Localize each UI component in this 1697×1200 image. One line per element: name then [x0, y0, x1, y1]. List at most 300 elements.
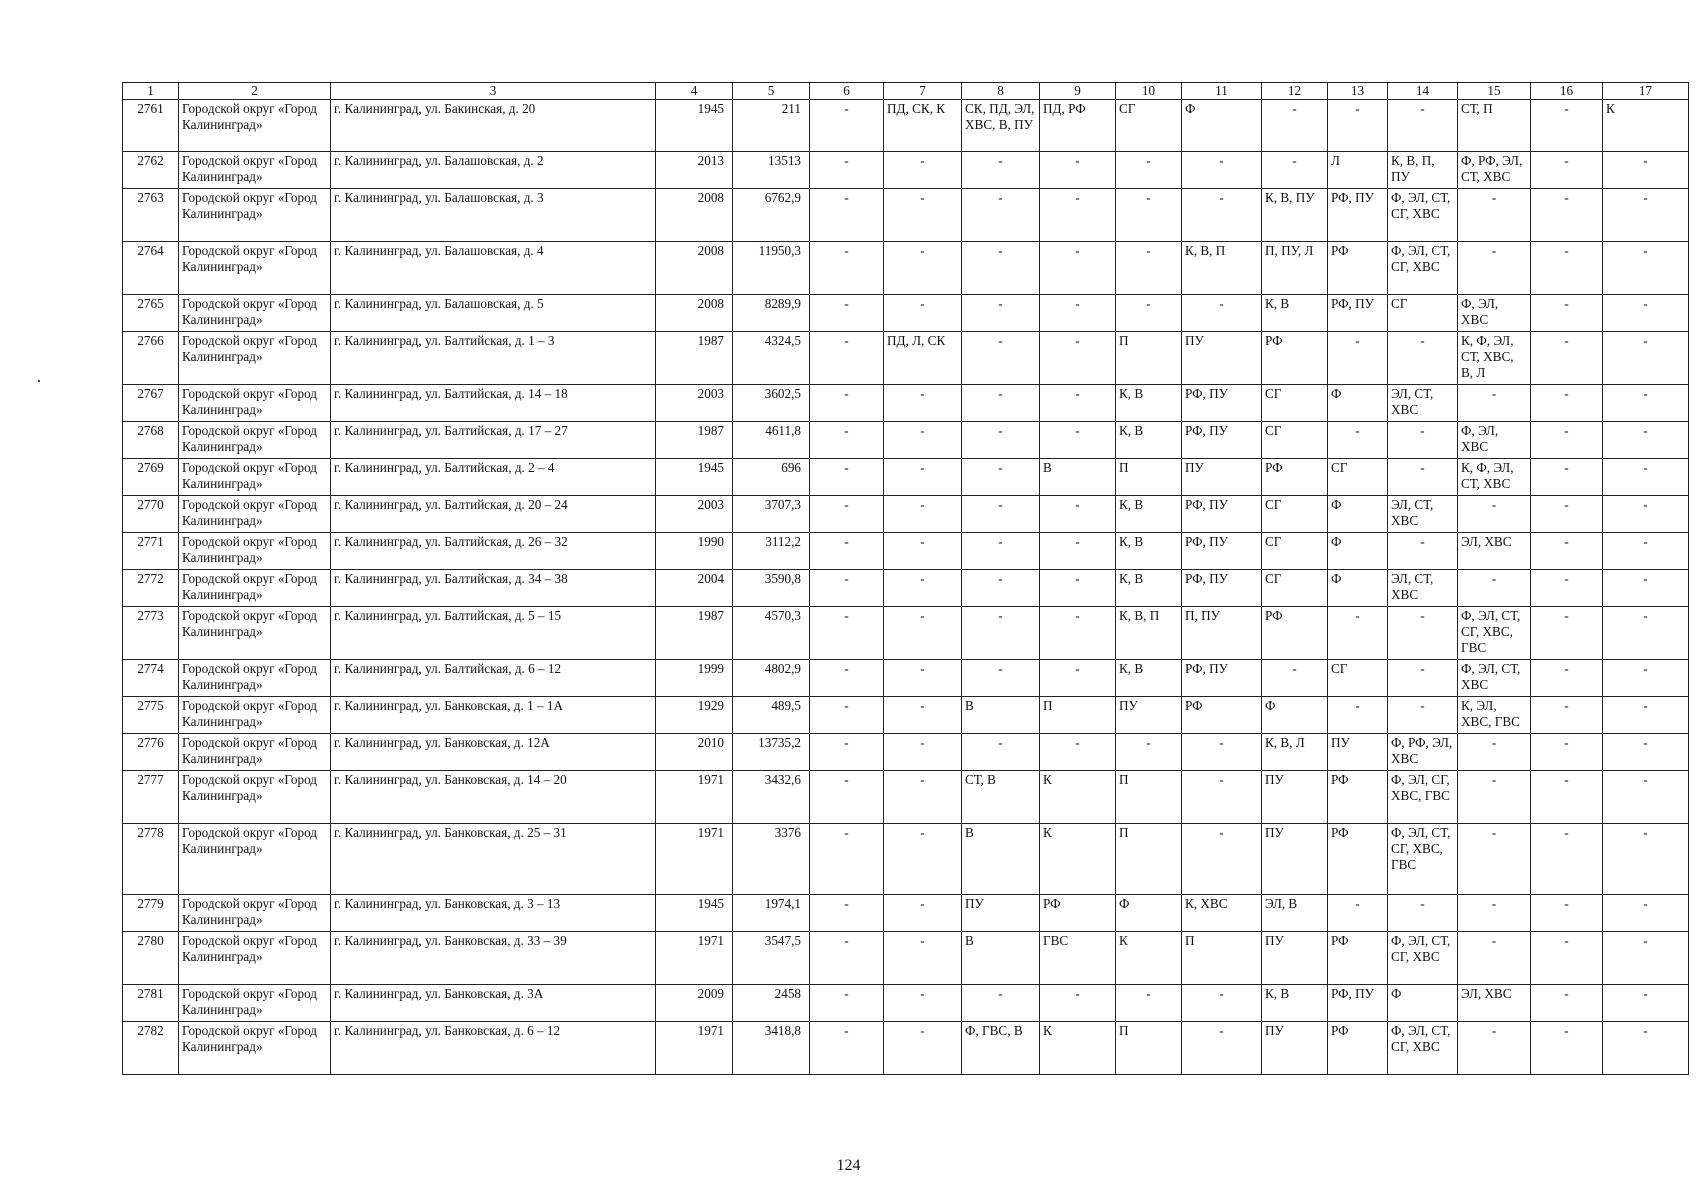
cell-col-11: П — [1182, 932, 1262, 985]
cell-col-6: - — [810, 697, 884, 734]
cell-col-11: ПУ — [1182, 459, 1262, 496]
cell-col-5: 3112,2 — [733, 533, 810, 570]
cell-col-17: - — [1603, 1022, 1689, 1075]
table-row — [123, 570, 1689, 607]
cell-col-17: - — [1603, 385, 1689, 422]
cell-col-1: 2774 — [123, 660, 179, 697]
cell-col-1: 2764 — [123, 242, 179, 295]
cell-col-9: В — [1040, 459, 1116, 496]
cell-col-12: К, В, Л — [1262, 734, 1328, 771]
cell-col-13: Ф — [1328, 533, 1388, 570]
cell-col-11: П, ПУ — [1182, 607, 1262, 660]
cell-col-5: 11950,3 — [733, 242, 810, 295]
cell-col-8: В — [962, 824, 1040, 895]
cell-col-1: 2779 — [123, 895, 179, 932]
cell-col-6: - — [810, 895, 884, 932]
cell-col-14: ЭЛ, СТ, ХВС — [1388, 385, 1458, 422]
cell-col-7: - — [884, 607, 962, 660]
cell-col-2: Городской округ «Город Калининград» — [179, 771, 331, 824]
table-row — [123, 932, 1689, 985]
cell-col-9: - — [1040, 607, 1116, 660]
cell-col-13: РФ, ПУ — [1328, 189, 1388, 242]
cell-col-15: К, Ф, ЭЛ, СТ, ХВС — [1458, 459, 1531, 496]
cell-col-9: К — [1040, 1022, 1116, 1075]
cell-col-14: - — [1388, 332, 1458, 385]
cell-col-10: К, В — [1116, 422, 1182, 459]
table-row — [123, 422, 1689, 459]
cell-col-2: Городской округ «Город Калининград» — [179, 734, 331, 771]
cell-col-3: г. Калининград, ул. Банковская, д. 1 – 1А — [331, 697, 656, 734]
cell-col-2: Городской округ «Город Калининград» — [179, 570, 331, 607]
cell-col-2: Городской округ «Город Калининград» — [179, 1022, 331, 1075]
cell-col-11: - — [1182, 734, 1262, 771]
cell-col-1: 2766 — [123, 332, 179, 385]
cell-col-15: - — [1458, 570, 1531, 607]
cell-col-16: - — [1531, 895, 1603, 932]
cell-col-12: РФ — [1262, 459, 1328, 496]
cell-col-7: - — [884, 895, 962, 932]
table-row — [123, 295, 1689, 332]
cell-col-16: - — [1531, 295, 1603, 332]
cell-col-6: - — [810, 189, 884, 242]
cell-col-17: - — [1603, 697, 1689, 734]
cell-col-10: К, В — [1116, 570, 1182, 607]
cell-col-2: Городской округ «Город Калининград» — [179, 533, 331, 570]
table-row — [123, 660, 1689, 697]
cell-col-14: - — [1388, 697, 1458, 734]
housing-register-table — [122, 82, 1689, 1075]
column-header-2: 2 — [179, 83, 331, 100]
cell-col-14: Ф — [1388, 985, 1458, 1022]
cell-col-11: - — [1182, 824, 1262, 895]
cell-col-1: 2762 — [123, 152, 179, 189]
cell-col-17: - — [1603, 985, 1689, 1022]
cell-col-12: - — [1262, 660, 1328, 697]
cell-col-10: П — [1116, 824, 1182, 895]
cell-col-3: г. Калининград, ул. Балтийская, д. 6 – 12 — [331, 660, 656, 697]
cell-col-4: 2008 — [656, 242, 733, 295]
cell-col-11: РФ — [1182, 697, 1262, 734]
cell-col-8: - — [962, 533, 1040, 570]
cell-col-11: РФ, ПУ — [1182, 533, 1262, 570]
cell-col-6: - — [810, 607, 884, 660]
table-row — [123, 533, 1689, 570]
cell-col-14: К, В, П, ПУ — [1388, 152, 1458, 189]
cell-col-10: П — [1116, 1022, 1182, 1075]
cell-col-6: - — [810, 459, 884, 496]
cell-col-8: - — [962, 570, 1040, 607]
cell-col-14: СГ — [1388, 295, 1458, 332]
cell-col-9: - — [1040, 295, 1116, 332]
cell-col-2: Городской округ «Город Калининград» — [179, 824, 331, 895]
cell-col-1: 2770 — [123, 496, 179, 533]
cell-col-17: - — [1603, 332, 1689, 385]
cell-col-4: 1971 — [656, 932, 733, 985]
cell-col-13: РФ, ПУ — [1328, 985, 1388, 1022]
cell-col-14: Ф, РФ, ЭЛ, ХВС — [1388, 734, 1458, 771]
cell-col-14: - — [1388, 533, 1458, 570]
cell-col-17: - — [1603, 422, 1689, 459]
cell-col-5: 1974,1 — [733, 895, 810, 932]
cell-col-13: РФ — [1328, 242, 1388, 295]
cell-col-14: - — [1388, 607, 1458, 660]
cell-col-14: Ф, ЭЛ, СТ, СГ, ХВС — [1388, 932, 1458, 985]
cell-col-12: СГ — [1262, 422, 1328, 459]
cell-col-3: г. Калининград, ул. Балашовская, д. 2 — [331, 152, 656, 189]
cell-col-7: - — [884, 385, 962, 422]
cell-col-15: Ф, РФ, ЭЛ, СТ, ХВС — [1458, 152, 1531, 189]
cell-col-14: - — [1388, 895, 1458, 932]
cell-col-15: - — [1458, 895, 1531, 932]
column-header-15: 15 — [1458, 83, 1531, 100]
table-row — [123, 697, 1689, 734]
cell-col-7: - — [884, 496, 962, 533]
table-row — [123, 385, 1689, 422]
column-header-4: 4 — [656, 83, 733, 100]
cell-col-10: - — [1116, 152, 1182, 189]
cell-col-4: 1945 — [656, 100, 733, 152]
cell-col-16: - — [1531, 496, 1603, 533]
cell-col-9: - — [1040, 189, 1116, 242]
cell-col-12: ЭЛ, В — [1262, 895, 1328, 932]
cell-col-13: - — [1328, 895, 1388, 932]
cell-col-6: - — [810, 152, 884, 189]
cell-col-9: К — [1040, 824, 1116, 895]
cell-col-9: - — [1040, 385, 1116, 422]
cell-col-5: 2458 — [733, 985, 810, 1022]
cell-col-13: Ф — [1328, 385, 1388, 422]
cell-col-6: - — [810, 385, 884, 422]
cell-col-8: СК, ПД, ЭЛ, ХВС, В, ПУ — [962, 100, 1040, 152]
cell-col-7: - — [884, 985, 962, 1022]
cell-col-12: ПУ — [1262, 932, 1328, 985]
cell-col-9: - — [1040, 496, 1116, 533]
cell-col-8: ПУ — [962, 895, 1040, 932]
cell-col-3: г. Калининград, ул. Балтийская, д. 5 – 15 — [331, 607, 656, 660]
scan-speck — [38, 380, 40, 382]
cell-col-5: 3547,5 — [733, 932, 810, 985]
cell-col-11: - — [1182, 771, 1262, 824]
cell-col-16: - — [1531, 533, 1603, 570]
table-row — [123, 1022, 1689, 1075]
cell-col-10: П — [1116, 459, 1182, 496]
cell-col-4: 1971 — [656, 1022, 733, 1075]
cell-col-16: - — [1531, 607, 1603, 660]
cell-col-8: - — [962, 496, 1040, 533]
cell-col-5: 211 — [733, 100, 810, 152]
cell-col-13: СГ — [1328, 660, 1388, 697]
cell-col-4: 1999 — [656, 660, 733, 697]
cell-col-1: 2763 — [123, 189, 179, 242]
cell-col-11: - — [1182, 152, 1262, 189]
cell-col-14: - — [1388, 422, 1458, 459]
cell-col-6: - — [810, 985, 884, 1022]
cell-col-5: 4802,9 — [733, 660, 810, 697]
cell-col-4: 1987 — [656, 422, 733, 459]
cell-col-7: - — [884, 697, 962, 734]
cell-col-6: - — [810, 570, 884, 607]
cell-col-16: - — [1531, 152, 1603, 189]
cell-col-12: ПУ — [1262, 771, 1328, 824]
cell-col-1: 2772 — [123, 570, 179, 607]
cell-col-8: - — [962, 152, 1040, 189]
cell-col-16: - — [1531, 824, 1603, 895]
table-row — [123, 607, 1689, 660]
cell-col-12: СГ — [1262, 385, 1328, 422]
column-header-10: 10 — [1116, 83, 1182, 100]
cell-col-5: 696 — [733, 459, 810, 496]
cell-col-11: - — [1182, 295, 1262, 332]
cell-col-11: РФ, ПУ — [1182, 385, 1262, 422]
cell-col-4: 2003 — [656, 496, 733, 533]
column-header-7: 7 — [884, 83, 962, 100]
cell-col-8: - — [962, 295, 1040, 332]
cell-col-2: Городской округ «Город Калининград» — [179, 496, 331, 533]
cell-col-15: - — [1458, 385, 1531, 422]
cell-col-3: г. Калининград, ул. Балтийская, д. 14 – 18 — [331, 385, 656, 422]
cell-col-5: 4611,8 — [733, 422, 810, 459]
cell-col-3: г. Калининград, ул. Банковская, д. 3 – 13 — [331, 895, 656, 932]
cell-col-15: Ф, ЭЛ, СТ, СГ, ХВС, ГВС — [1458, 607, 1531, 660]
cell-col-10: К, В — [1116, 533, 1182, 570]
cell-col-5: 3432,6 — [733, 771, 810, 824]
cell-col-16: - — [1531, 422, 1603, 459]
cell-col-2: Городской округ «Город Калининград» — [179, 660, 331, 697]
cell-col-15: - — [1458, 932, 1531, 985]
cell-col-17: - — [1603, 824, 1689, 895]
column-header-12: 12 — [1262, 83, 1328, 100]
cell-col-13: Ф — [1328, 496, 1388, 533]
cell-col-3: г. Калининград, ул. Банковская, д. 33 – 39 — [331, 932, 656, 985]
cell-col-7: - — [884, 1022, 962, 1075]
cell-col-6: - — [810, 1022, 884, 1075]
cell-col-5: 3418,8 — [733, 1022, 810, 1075]
cell-col-3: г. Калининград, ул. Бакинская, д. 20 — [331, 100, 656, 152]
cell-col-10: СГ — [1116, 100, 1182, 152]
cell-col-3: г. Калининград, ул. Балашовская, д. 3 — [331, 189, 656, 242]
cell-col-17: - — [1603, 533, 1689, 570]
cell-col-4: 1929 — [656, 697, 733, 734]
cell-col-14: ЭЛ, СТ, ХВС — [1388, 496, 1458, 533]
cell-col-14: ЭЛ, СТ, ХВС — [1388, 570, 1458, 607]
cell-col-9: - — [1040, 570, 1116, 607]
cell-col-6: - — [810, 332, 884, 385]
cell-col-13: Ф — [1328, 570, 1388, 607]
cell-col-5: 3590,8 — [733, 570, 810, 607]
cell-col-7: - — [884, 734, 962, 771]
cell-col-13: СГ — [1328, 459, 1388, 496]
cell-col-1: 2775 — [123, 697, 179, 734]
cell-col-6: - — [810, 660, 884, 697]
cell-col-15: - — [1458, 496, 1531, 533]
cell-col-10: ПУ — [1116, 697, 1182, 734]
cell-col-12: РФ — [1262, 332, 1328, 385]
cell-col-10: К — [1116, 932, 1182, 985]
cell-col-5: 4324,5 — [733, 332, 810, 385]
cell-col-17: - — [1603, 152, 1689, 189]
cell-col-16: - — [1531, 697, 1603, 734]
cell-col-6: - — [810, 496, 884, 533]
cell-col-9: - — [1040, 152, 1116, 189]
cell-col-11: К, В, П — [1182, 242, 1262, 295]
cell-col-15: ЭЛ, ХВС — [1458, 533, 1531, 570]
cell-col-2: Городской округ «Город Калининград» — [179, 242, 331, 295]
cell-col-9: - — [1040, 734, 1116, 771]
cell-col-11: - — [1182, 985, 1262, 1022]
cell-col-12: К, В — [1262, 295, 1328, 332]
cell-col-5: 3376 — [733, 824, 810, 895]
column-header-1: 1 — [123, 83, 179, 100]
cell-col-7: - — [884, 295, 962, 332]
cell-col-16: - — [1531, 660, 1603, 697]
cell-col-14: Ф, ЭЛ, СГ, ХВС, ГВС — [1388, 771, 1458, 824]
cell-col-11: К, ХВС — [1182, 895, 1262, 932]
cell-col-11: ПУ — [1182, 332, 1262, 385]
cell-col-4: 2003 — [656, 385, 733, 422]
cell-col-12: - — [1262, 152, 1328, 189]
cell-col-5: 3602,5 — [733, 385, 810, 422]
cell-col-10: Ф — [1116, 895, 1182, 932]
cell-col-3: г. Калининград, ул. Балтийская, д. 34 – 38 — [331, 570, 656, 607]
cell-col-15: - — [1458, 242, 1531, 295]
cell-col-16: - — [1531, 242, 1603, 295]
cell-col-12: - — [1262, 100, 1328, 152]
cell-col-6: - — [810, 932, 884, 985]
cell-col-13: - — [1328, 607, 1388, 660]
cell-col-1: 2765 — [123, 295, 179, 332]
column-header-3: 3 — [331, 83, 656, 100]
cell-col-3: г. Калининград, ул. Банковская, д. 3А — [331, 985, 656, 1022]
cell-col-6: - — [810, 100, 884, 152]
cell-col-13: - — [1328, 100, 1388, 152]
page-number: 124 — [836, 1157, 861, 1174]
cell-col-2: Городской округ «Город Калининград» — [179, 385, 331, 422]
cell-col-5: 4570,3 — [733, 607, 810, 660]
cell-col-17: - — [1603, 496, 1689, 533]
table-row — [123, 771, 1689, 824]
table-body — [123, 100, 1689, 1075]
cell-col-4: 2009 — [656, 985, 733, 1022]
cell-col-7: - — [884, 660, 962, 697]
cell-col-17: - — [1603, 734, 1689, 771]
column-header-9: 9 — [1040, 83, 1116, 100]
cell-col-11: Ф — [1182, 100, 1262, 152]
cell-col-9: ПД, РФ — [1040, 100, 1116, 152]
table-row — [123, 824, 1689, 895]
cell-col-3: г. Калининград, ул. Балтийская, д. 1 – 3 — [331, 332, 656, 385]
cell-col-13: ПУ — [1328, 734, 1388, 771]
cell-col-8: - — [962, 734, 1040, 771]
cell-col-11: РФ, ПУ — [1182, 496, 1262, 533]
cell-col-16: - — [1531, 771, 1603, 824]
table-row — [123, 496, 1689, 533]
cell-col-13: РФ — [1328, 1022, 1388, 1075]
cell-col-2: Городской округ «Город Калининград» — [179, 152, 331, 189]
table-row — [123, 100, 1689, 152]
table-row — [123, 152, 1689, 189]
cell-col-2: Городской округ «Город Калининград» — [179, 459, 331, 496]
cell-col-7: - — [884, 570, 962, 607]
cell-col-3: г. Калининград, ул. Балашовская, д. 5 — [331, 295, 656, 332]
cell-col-3: г. Калининград, ул. Балтийская, д. 20 – 24 — [331, 496, 656, 533]
cell-col-17: - — [1603, 895, 1689, 932]
cell-col-2: Городской округ «Город Калининград» — [179, 422, 331, 459]
cell-col-13: РФ — [1328, 771, 1388, 824]
cell-col-8: В — [962, 697, 1040, 734]
cell-col-1: 2782 — [123, 1022, 179, 1075]
cell-col-15: К, ЭЛ, ХВС, ГВС — [1458, 697, 1531, 734]
cell-col-16: - — [1531, 570, 1603, 607]
column-header-5: 5 — [733, 83, 810, 100]
cell-col-1: 2767 — [123, 385, 179, 422]
cell-col-3: г. Калининград, ул. Балтийская, д. 17 – 27 — [331, 422, 656, 459]
cell-col-8: Ф, ГВС, В — [962, 1022, 1040, 1075]
cell-col-16: - — [1531, 1022, 1603, 1075]
cell-col-12: СГ — [1262, 496, 1328, 533]
cell-col-12: ПУ — [1262, 824, 1328, 895]
cell-col-17: - — [1603, 932, 1689, 985]
cell-col-3: г. Калининград, ул. Балтийская, д. 26 – 32 — [331, 533, 656, 570]
cell-col-16: - — [1531, 100, 1603, 152]
cell-col-16: - — [1531, 385, 1603, 422]
table-row — [123, 242, 1689, 295]
cell-col-9: РФ — [1040, 895, 1116, 932]
cell-col-5: 8289,9 — [733, 295, 810, 332]
cell-col-2: Городской округ «Город Калининград» — [179, 607, 331, 660]
cell-col-4: 2010 — [656, 734, 733, 771]
cell-col-5: 13735,2 — [733, 734, 810, 771]
cell-col-1: 2771 — [123, 533, 179, 570]
cell-col-4: 1987 — [656, 332, 733, 385]
cell-col-4: 1945 — [656, 895, 733, 932]
cell-col-7: - — [884, 533, 962, 570]
cell-col-2: Городской округ «Город Калининград» — [179, 189, 331, 242]
cell-col-17: К — [1603, 100, 1689, 152]
cell-col-17: - — [1603, 771, 1689, 824]
cell-col-8: - — [962, 242, 1040, 295]
cell-col-7: - — [884, 932, 962, 985]
cell-col-13: РФ — [1328, 932, 1388, 985]
cell-col-12: Ф — [1262, 697, 1328, 734]
cell-col-14: - — [1388, 660, 1458, 697]
cell-col-9: П — [1040, 697, 1116, 734]
cell-col-16: - — [1531, 459, 1603, 496]
cell-col-7: - — [884, 152, 962, 189]
cell-col-9: К — [1040, 771, 1116, 824]
cell-col-10: П — [1116, 332, 1182, 385]
cell-col-15: Ф, ЭЛ, ХВС — [1458, 295, 1531, 332]
cell-col-17: - — [1603, 242, 1689, 295]
table-row — [123, 189, 1689, 242]
cell-col-9: ГВС — [1040, 932, 1116, 985]
cell-col-3: г. Калининград, ул. Банковская, д. 14 – 20 — [331, 771, 656, 824]
cell-col-1: 2768 — [123, 422, 179, 459]
cell-col-2: Городской округ «Город Калининград» — [179, 932, 331, 985]
cell-col-13: - — [1328, 697, 1388, 734]
cell-col-8: СТ, В — [962, 771, 1040, 824]
cell-col-4: 2013 — [656, 152, 733, 189]
cell-col-4: 2004 — [656, 570, 733, 607]
cell-col-5: 489,5 — [733, 697, 810, 734]
cell-col-14: Ф, ЭЛ, СТ, СГ, ХВС — [1388, 189, 1458, 242]
cell-col-3: г. Калининград, ул. Балтийская, д. 2 – 4 — [331, 459, 656, 496]
cell-col-10: - — [1116, 295, 1182, 332]
cell-col-4: 2008 — [656, 189, 733, 242]
cell-col-5: 13513 — [733, 152, 810, 189]
cell-col-5: 3707,3 — [733, 496, 810, 533]
cell-col-8: - — [962, 607, 1040, 660]
column-header-13: 13 — [1328, 83, 1388, 100]
